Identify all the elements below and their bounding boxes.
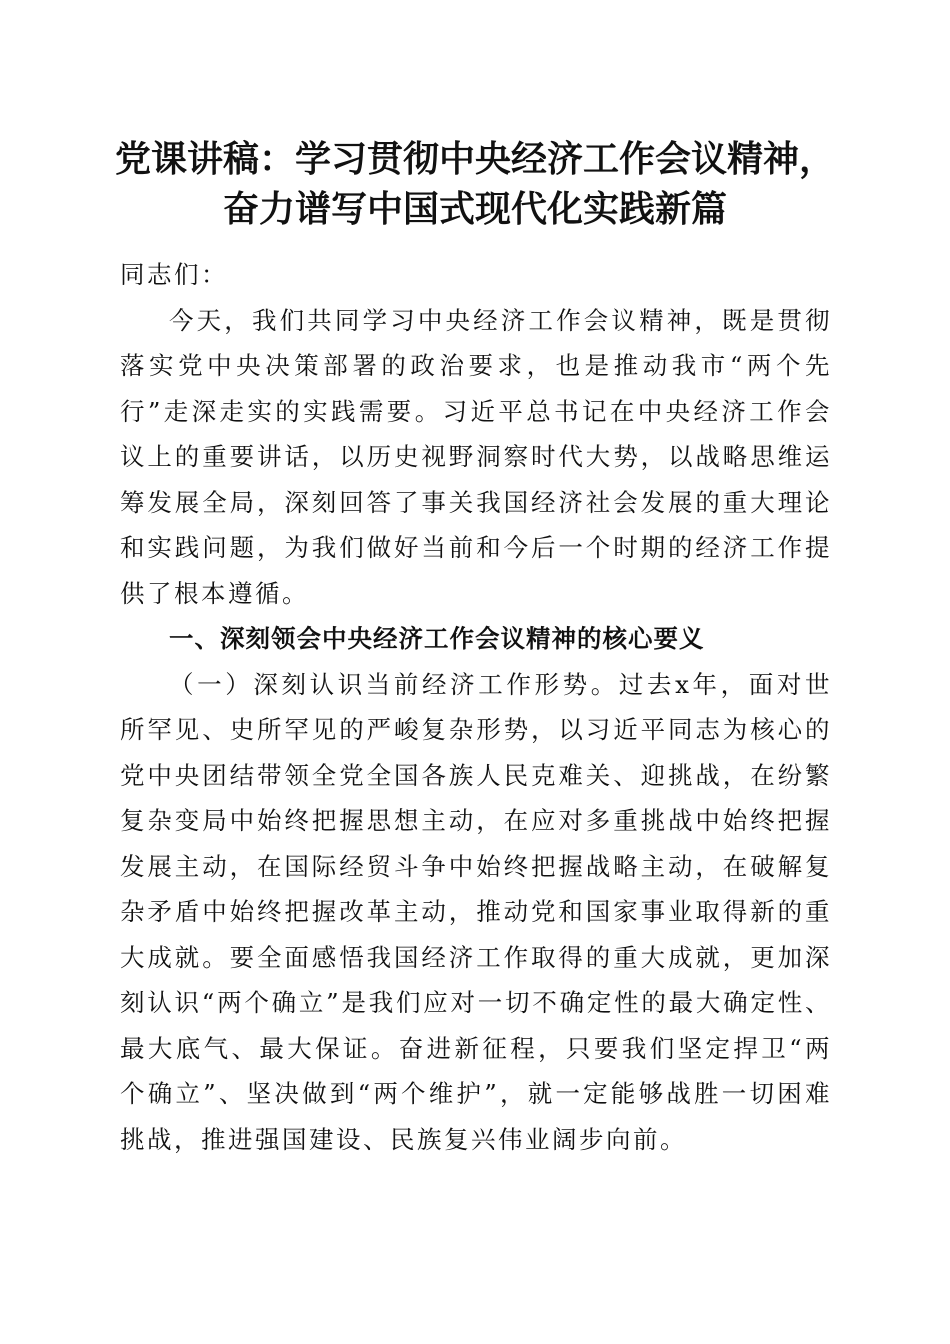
salutation: 同志们： <box>120 260 228 289</box>
document-title-line-1: 党课讲稿：学习贯彻中央经济工作会议精神， <box>114 139 835 180</box>
section-heading-1: 一、深刻领会中央经济工作会议精神的核心要义 <box>169 624 705 653</box>
document-body <box>120 252 832 1162</box>
paragraph-intro: 今天，我们共同学习中央经济工作会议精神，既是贯彻落实党中央决策部署的政治要求，也是推动我市“两个先行”走深走实的实践需要。习近平总书记在中央经济工作会议上的重要讲话，以历史视野洞察时代大势，以战略思维运筹发展全局，深刻回答了事关我国经济社会发展的重大理论和实践问题，为我们做好当前和今后一个时期的经济工作提供了根本遵循。 <box>120 305 832 608</box>
paragraph-section-1-1: （一）深刻认识当前经济工作形势。过去x年，面对世所罕见、史所罕见的严峻复杂形势，以习近平同志为核心的党中央团结带领全党全国各族人民克难关、迎挑战，在纷繁复杂变局中始终把握思想主动，在应对多重挑战中始终把握发展主动，在国际经贸斗争中始终把握战略主动，在破解复杂矛盾中始终把握改革主动，推动党和国家事业取得新的重大成就。要全面感悟我国经济工作取得的重大成就，更加深刻认识“两个确立”是我们应对一切不确定性的最大确定性、最大底气、最大保证。奋进新征程，只要我们坚定捍卫“两个确立”、坚决做到“两个维护”，就一定能够战胜一切困难挑战，推进强国建设、民族复兴伟业阔步向前。 <box>120 669 832 1154</box>
document-title-line-2: 奋力谱写中国式现代化实践新篇 <box>222 189 727 230</box>
